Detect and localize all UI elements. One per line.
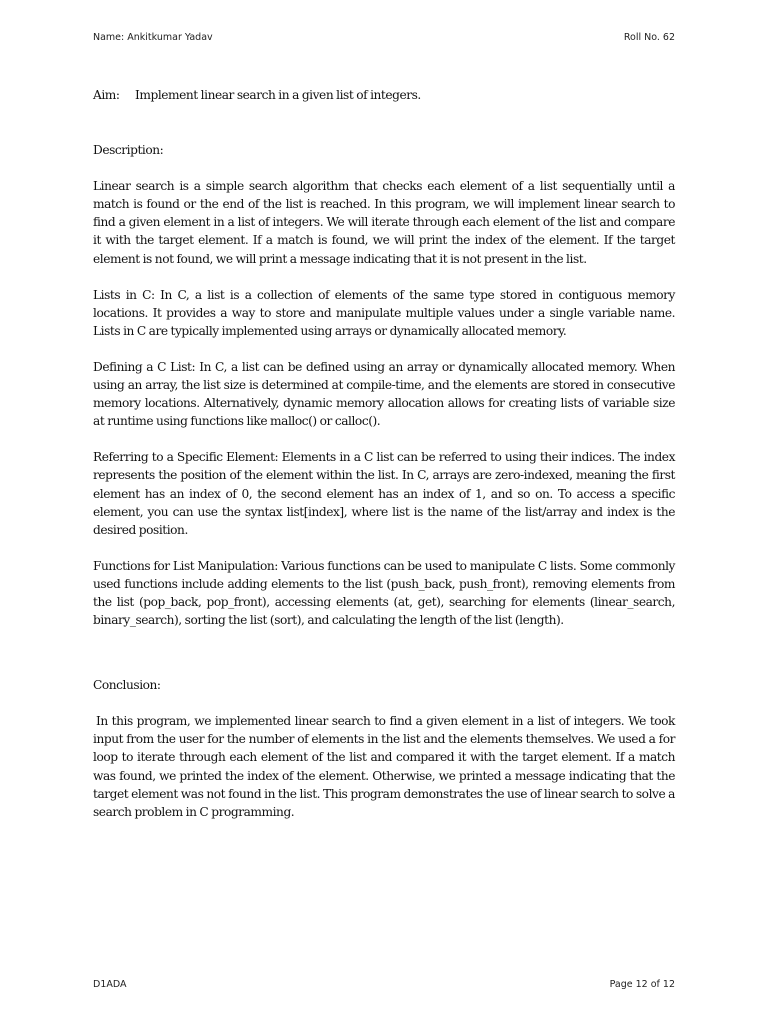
description-heading: Description: — [93, 143, 164, 158]
student-name: Name: Ankitkumar Yadav — [93, 32, 213, 43]
lists-in-c-paragraph: Lists in C: In C, a list is a collection of elements of the same type stored in contiguous memory locations. It provides a way to store and manipulate multiple values under a single variable name. Lists in C are typically implemented using arrays or dynamically allocated memory. — [93, 287, 675, 338]
aim-section — [93, 86, 675, 104]
footer-code: D1ADA — [93, 979, 127, 990]
conclusion-paragraph: In this program, we implemented linear search to find a given element in a list of integers. We took input from the user for the number of elements in the list and the elements themselves. We used a for loop to iterate through each element of the list and compared it with the target element. If a match was found, we printed the index of the element. Otherwise, we printed a message indicating that the target element was not found in the list. This program demonstrates the use of linear search to solve a search problem in C programming. — [93, 714, 675, 819]
description-paragraph-1: Linear search is a simple search algorithm that checks each element of a list sequentially until a match is found or the end of the list is reached. In this program, we will implement linear search to find a given element in a list of integers. We will iterate through each element of the list and compare it with the target element. If a match is found, we will print the index of the element. If the target element is not found, we will print a message indicating that it is not present in the list. — [93, 179, 675, 266]
aim-text: Implement linear search in a given list of integers. — [135, 88, 421, 102]
conclusion-heading: Conclusion: — [93, 678, 161, 693]
defining-c-list-paragraph: Defining a C List: In C, a list can be defined using an array or dynamically allocated memory. When using an array, the list size is determined at compile-time, and the elements are stored in consecutive memory locations. Alternatively, dynamic memory allocation allows for creating lists of variable size at runtime using functions like malloc() or calloc(). — [93, 359, 675, 429]
aim-label: Aim: — [93, 88, 120, 102]
page-number: Page 12 of 12 — [609, 979, 675, 990]
page-header — [93, 32, 675, 43]
roll-number: Roll No. 62 — [623, 32, 675, 43]
referring-element-paragraph: Referring to a Specific Element: Elements in a C list can be referred to using their indices. The index represents the position of the element within the list. In C, arrays are zero-indexed, meaning the first element has an index of 0, the second element has an index of 1, and so on. To access a specific element, you can use the syntax list[index], where list is the name of the list/array and index is the desired position. — [93, 450, 675, 537]
document-body — [93, 86, 675, 821]
page-footer — [93, 979, 675, 990]
list-functions-paragraph: Functions for List Manipulation: Various functions can be used to manipulate C lists. Some commonly used functions include adding elements to the list (push_back, push_front), removing elements from the list (pop_back, pop_front), accessing elements (at, get), searching for elements (linear_search, binary_search), sorting the list (sort), and calculating the length of the list (length). — [93, 558, 675, 628]
